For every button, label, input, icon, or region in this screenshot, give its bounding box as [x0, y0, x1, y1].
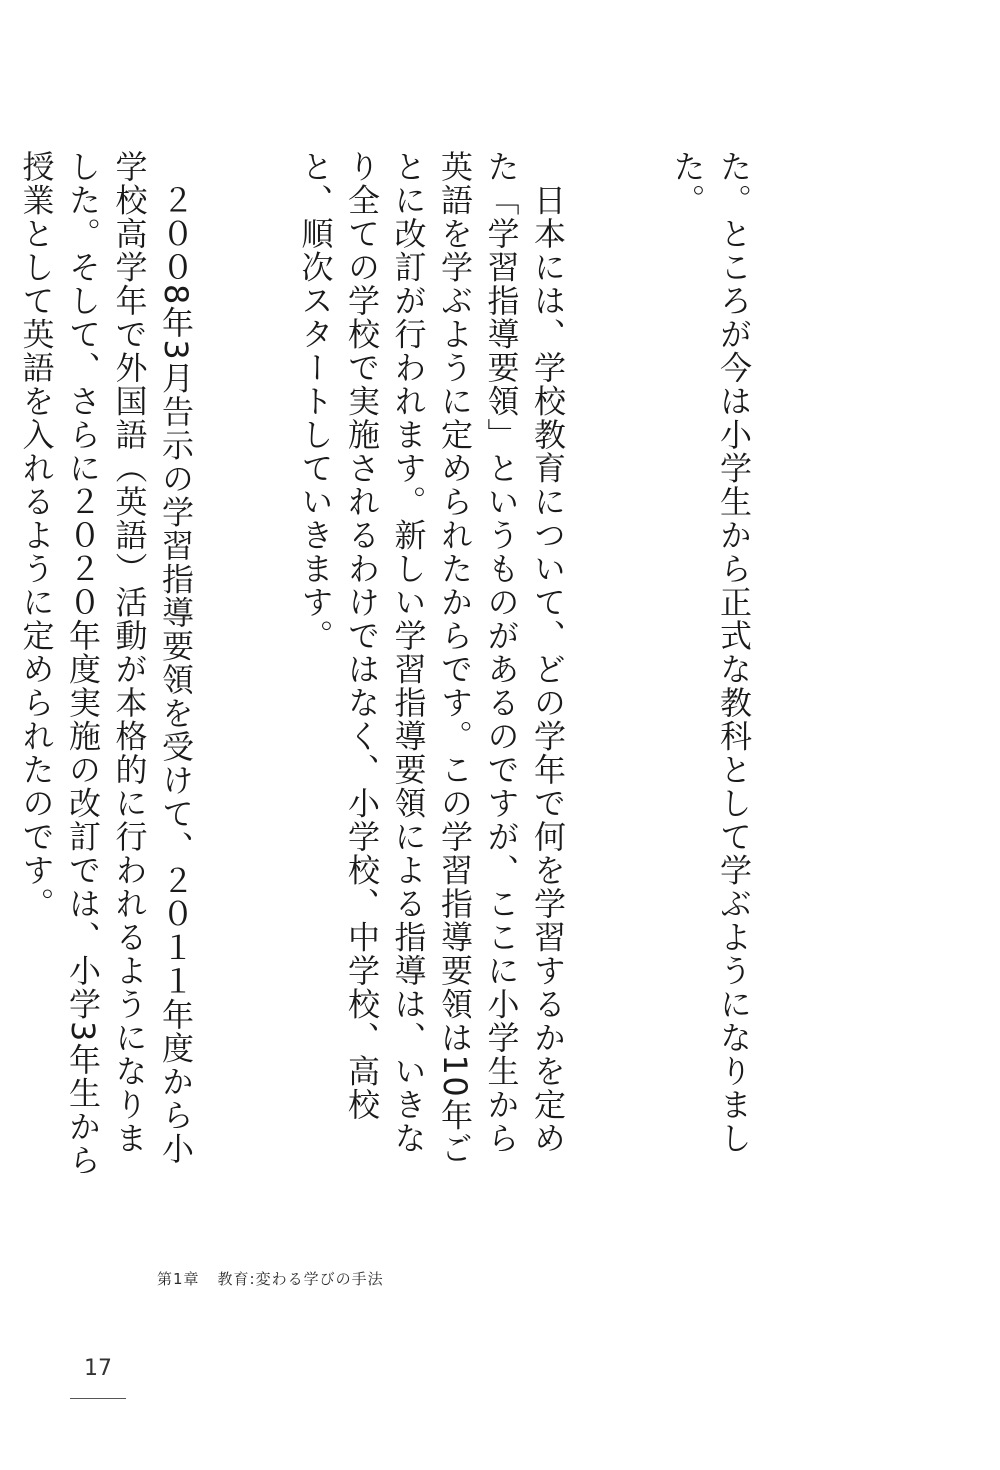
chapter-title: 教育:変わる学びの手法 — [217, 1270, 384, 1288]
body-text — [0, 150, 850, 1180]
paragraph-1: た。ところが今は小学生から正式な教科として学ぶようになりました。 — [668, 150, 753, 1155]
running-head — [157, 1268, 384, 1289]
page-number-rule — [70, 1398, 126, 1399]
paragraph-2: 日本には、学校教育について、どの学年で何を学習するかを定めた「学習指導要領」というものがあるのですが、ここに小学生から英語を学ぶように定められたからです。この学習指導要領は10年ごとに改訂が行われます。新しい学習指導要領による指導は、いきなり全ての学校で実施されるわけではなく、小学校、中学校、高校と、順次スタートしていきます。 — [296, 150, 567, 1166]
chapter-label: 第1章 — [157, 1270, 200, 1288]
paragraph-3: ２００8年3月告示の学習指導要領を受けて、２０１１年度から小学校高学年で外国語（英語）活動が本格的に行われるようになりました。そして、さらに２０２０年度実施の改訂では、小学3年生から授業として英語を入れるように定められたのです。 — [17, 150, 195, 1177]
page-number: 17 — [84, 1356, 112, 1381]
